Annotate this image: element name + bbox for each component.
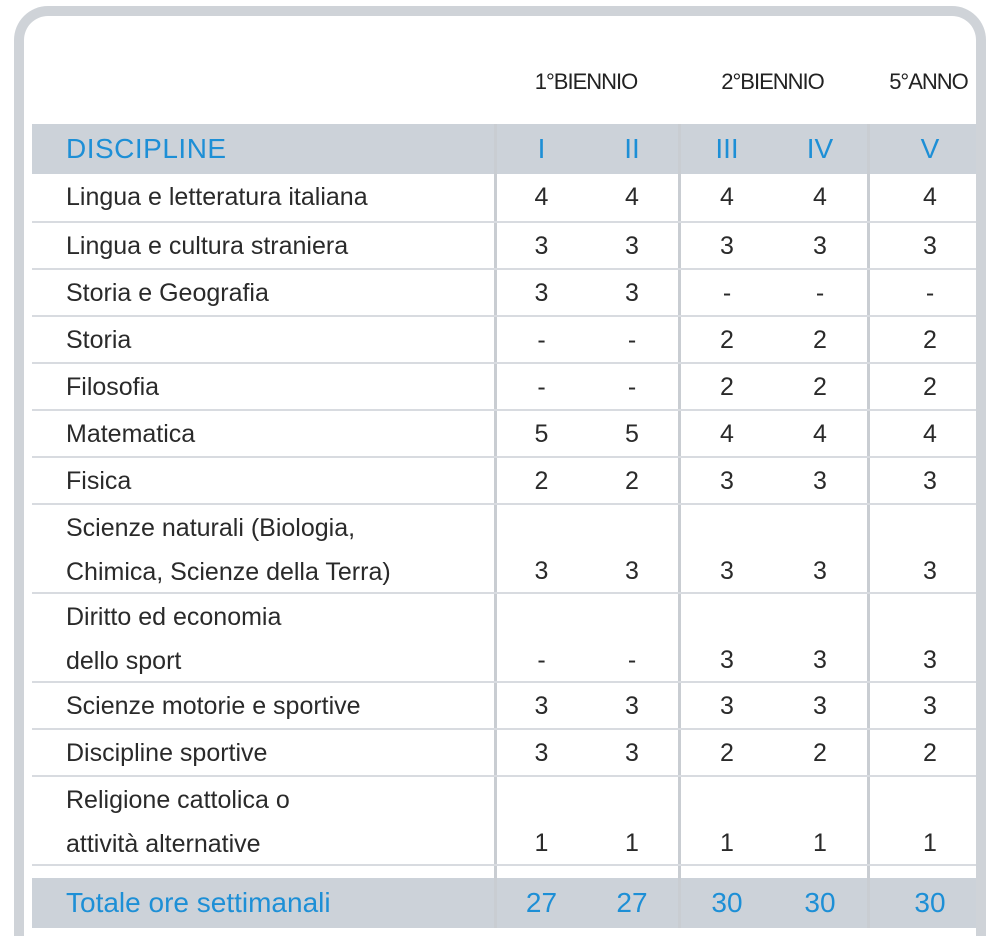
- hours-cell: -: [815, 279, 825, 307]
- discipline-name: [32, 683, 494, 730]
- total-row: [32, 878, 986, 928]
- hours-cell: 4: [867, 411, 986, 458]
- discipline-name-line: Chimica, Scienze della Terra): [66, 557, 391, 586]
- discipline-name: [32, 411, 494, 458]
- hours-cell: 5: [494, 411, 586, 458]
- discipline-name: [32, 458, 494, 505]
- discipline-name: [32, 730, 494, 777]
- hours-cell: 4: [494, 174, 586, 221]
- discipline-name-line: Fisica: [66, 467, 132, 495]
- hours-cell: 2: [813, 739, 827, 767]
- hours-cell: 3: [867, 458, 986, 505]
- hours-cell: 5: [625, 420, 639, 448]
- hours-cell: 3: [678, 223, 773, 270]
- hours-cell: 2: [678, 730, 773, 777]
- hours-cell: 3: [625, 232, 639, 260]
- hours-cell: 1: [678, 777, 773, 866]
- total-value: 27: [494, 878, 586, 928]
- discipline-name: [32, 223, 494, 270]
- hours-cell: 3: [867, 223, 986, 270]
- discipline-name-line: Scienze naturali (Biologia,: [66, 513, 356, 542]
- hours-cell: 3: [867, 683, 986, 730]
- hours-cell: 2: [867, 730, 986, 777]
- hours-cell: 1: [494, 777, 586, 866]
- year-header-i: I: [494, 124, 586, 174]
- curriculum-table: [14, 6, 986, 936]
- hours-cell: -: [494, 364, 586, 411]
- hours-cell: 3: [678, 505, 773, 594]
- discipline-name: [32, 505, 494, 594]
- table-row: [32, 409, 986, 458]
- hours-cell: 3: [625, 557, 639, 585]
- hours-cell: -: [627, 326, 637, 354]
- total-value: 30: [867, 878, 986, 928]
- table-row: [32, 221, 986, 270]
- hours-cell: 3: [494, 730, 586, 777]
- total-value: 30: [678, 878, 773, 928]
- hours-cell: 3: [678, 458, 773, 505]
- hours-cell: 3: [867, 505, 986, 594]
- table-row: [32, 775, 986, 866]
- hours-cell: 4: [678, 411, 773, 458]
- discipline-header-label: DISCIPLINE: [66, 133, 227, 164]
- table-row: [32, 456, 986, 505]
- hours-cell: 3: [625, 279, 639, 307]
- hours-cell: 4: [813, 183, 827, 211]
- discipline-name-line: Filosofia: [66, 373, 160, 401]
- year-header-v: V: [867, 124, 986, 174]
- discipline-name: [32, 594, 494, 683]
- hours-cell: 3: [813, 232, 827, 260]
- discipline-name-line: Storia e Geografia: [66, 279, 269, 307]
- group-header-spacer: [32, 46, 494, 118]
- hours-cell: 4: [625, 183, 639, 211]
- hours-cell: -: [494, 317, 586, 364]
- hours-cell: -: [678, 270, 773, 317]
- hours-cell: -: [867, 270, 986, 317]
- discipline-name: [32, 270, 494, 317]
- hours-cell: 2: [678, 364, 773, 411]
- table-row: [32, 268, 986, 317]
- hours-cell: 1: [813, 829, 827, 857]
- hours-cell: 2: [867, 317, 986, 364]
- discipline-header-row: [32, 124, 986, 174]
- total-value: 27: [616, 887, 648, 918]
- discipline-name-line: Lingua e letteratura italiana: [66, 183, 368, 211]
- hours-cell: 3: [625, 692, 639, 720]
- hours-cell: 3: [813, 557, 827, 585]
- discipline-name-line: Diritto ed economia: [66, 602, 282, 631]
- year-header-ii: II: [624, 133, 640, 164]
- hours-cell: 3: [813, 467, 827, 495]
- hours-cell: 4: [678, 174, 773, 221]
- discipline-name-line: Scienze motorie e sportive: [66, 692, 361, 720]
- discipline-name-line: attività alternative: [66, 829, 261, 858]
- year-header-iv: IV: [806, 133, 834, 164]
- hours-cell: -: [627, 373, 637, 401]
- group-biennio-2: 2°BIENNIO: [721, 69, 824, 94]
- hours-cell: 3: [678, 594, 773, 683]
- discipline-name: [32, 364, 494, 411]
- group-quinto-anno: 5°ANNO: [889, 69, 968, 94]
- discipline-name-line: Storia: [66, 326, 132, 354]
- hours-cell: 1: [867, 777, 986, 866]
- hours-cell: 3: [813, 692, 827, 720]
- hours-cell: -: [627, 646, 637, 674]
- year-group-header: [32, 46, 986, 118]
- discipline-name-line: Discipline sportive: [66, 739, 268, 767]
- hours-cell: 4: [813, 420, 827, 448]
- hours-cell: 3: [813, 646, 827, 674]
- hours-cell: -: [494, 594, 586, 683]
- hours-cell: 4: [867, 174, 986, 221]
- table-row: [32, 315, 986, 364]
- discipline-name-line: dello sport: [66, 646, 182, 675]
- discipline-name-line: Lingua e cultura straniera: [66, 232, 349, 260]
- table-row: [32, 728, 986, 777]
- hours-cell: 2: [813, 373, 827, 401]
- table-row: [32, 681, 986, 730]
- total-label: Totale ore settimanali: [66, 887, 331, 918]
- year-header-iii: III: [678, 124, 773, 174]
- hours-cell: 3: [494, 270, 586, 317]
- hours-cell: 3: [867, 594, 986, 683]
- hours-cell: 3: [494, 223, 586, 270]
- discipline-name-line: Matematica: [66, 420, 196, 448]
- discipline-name: [32, 317, 494, 364]
- hours-cell: 3: [494, 505, 586, 594]
- hours-cell: 3: [494, 683, 586, 730]
- table-row: [32, 592, 986, 683]
- table-row: [32, 174, 986, 221]
- hours-cell: 3: [678, 683, 773, 730]
- table-row: [32, 503, 986, 594]
- hours-cell: 2: [813, 326, 827, 354]
- hours-cell: 2: [867, 364, 986, 411]
- discipline-name: [32, 174, 494, 221]
- group-biennio-1: 1°BIENNIO: [534, 69, 638, 94]
- hours-cell: 1: [625, 829, 639, 857]
- discipline-name: [32, 777, 494, 866]
- hours-cell: 2: [678, 317, 773, 364]
- discipline-name-line: Religione cattolica o: [66, 785, 290, 814]
- hours-cell: 3: [625, 739, 639, 767]
- total-value: 30: [804, 887, 836, 918]
- table-row: [32, 362, 986, 411]
- hours-cell: 2: [625, 467, 639, 495]
- hours-cell: 2: [494, 458, 586, 505]
